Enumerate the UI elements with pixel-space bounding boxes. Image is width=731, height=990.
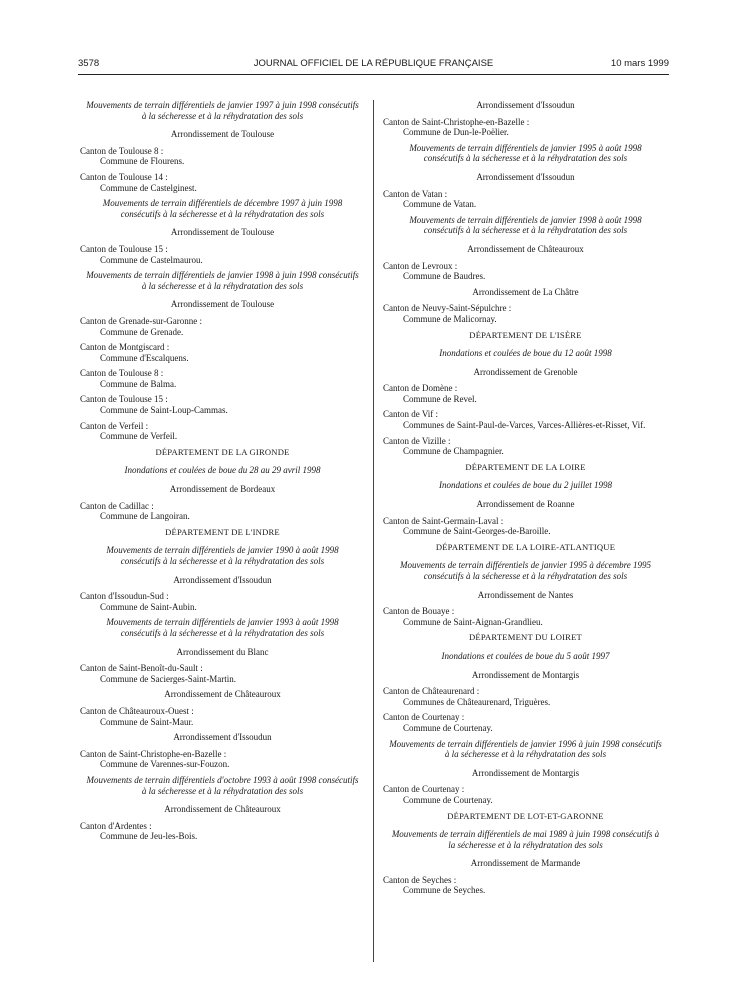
canton-entry (383, 606, 668, 627)
canton-entry (80, 501, 365, 522)
canton-name: Canton de Verfeil : (80, 420, 149, 431)
event-subject: Mouvements de terrain différentiels de janvier 1998 à août 1998 consécutifs à la sécheresse et à la réhydratation des sols (409, 214, 642, 236)
event-subject: Mouvements de terrain différentiels de janvier 1995 à août 1998 consécutifs à la sécheresse et à la réhydratation des sols (409, 142, 642, 164)
canton-name: Canton de Levroux : (383, 260, 458, 271)
canton-entry (80, 316, 365, 337)
commune-list: Commune de Baudres. (403, 271, 486, 282)
canton-entry (383, 303, 668, 324)
arrondissement-heading: Arrondissement de Nantes (477, 589, 574, 600)
arrondissement-heading: Arrondissement de Châteauroux (164, 804, 281, 815)
canton-name: Canton de Courtenay : (383, 784, 465, 795)
commune-list: Commune de Balma. (100, 378, 177, 389)
event-subject: Inondations et coulées de boue du 28 au 29 avril 1998 (124, 465, 321, 476)
commune-list: Commune de Castelginest. (100, 182, 197, 193)
canton-entry (80, 706, 365, 727)
journal-title: JOURNAL OFFICIEL DE LA RÉPUBLIQUE FRANÇAISE (253, 58, 494, 69)
canton-name: Canton de Vizille : (383, 435, 451, 446)
canton-name: Canton de Cadillac : (80, 500, 154, 511)
canton-entry (383, 383, 668, 404)
canton-entry (383, 409, 668, 430)
commune-list: Commune de Verfeil. (100, 431, 178, 442)
departement-heading: DÉPARTEMENT DE LA LOIRE (465, 461, 586, 472)
commune-list: Commune de Saint-Maur. (100, 716, 194, 727)
event-subject: Mouvements de terrain différentiels de janvier 1990 à août 1998 consécutifs à la sécheresse et à la réhydratation des sols (106, 545, 339, 566)
arrondissement-heading: Arrondissement de Toulouse (170, 299, 275, 310)
arrondissement-heading: Arrondissement de Bordeaux (169, 484, 276, 495)
commune-list: Commune de Saint-Aubin. (100, 601, 197, 612)
canton-entry (80, 172, 365, 193)
commune-list: Commune d'Escalquens. (100, 352, 189, 363)
canton-entry (383, 189, 668, 210)
commune-list: Commune de Dun-le-Poëlier. (403, 127, 509, 138)
canton-name: Canton de Saint-Christophe-en-Bazelle : (80, 748, 227, 759)
canton-entry (383, 117, 668, 138)
commune-list: Commune de Castelmaurou. (100, 254, 203, 265)
canton-entry (383, 686, 668, 707)
arrondissement-heading: Arrondissement de Châteauroux (467, 243, 584, 254)
commune-list: Commune de Courtenay. (403, 722, 493, 733)
page-number: 3578 (78, 58, 100, 69)
departement-heading: DÉPARTEMENT DE LOT-ET-GARONNE (447, 810, 604, 821)
canton-name: Canton de Montgiscard : (80, 342, 170, 353)
canton-name: Canton de Saint-Germain-Laval : (383, 515, 504, 526)
canton-entry (80, 244, 365, 265)
commune-list: Commune de Malicornay. (403, 313, 497, 324)
commune-list: Commune de Seyches. (403, 885, 486, 896)
commune-list: Commune de Revel. (403, 393, 477, 404)
commune-list: Commune de Langoiran. (100, 511, 190, 522)
canton-entry (80, 591, 365, 612)
canton-name: Canton de Saint-Christophe-en-Bazelle : (383, 116, 530, 127)
canton-entry (80, 368, 365, 389)
canton-name: Canton de Seyches : (383, 874, 457, 885)
arrondissement-heading: Arrondissement de Montargis (471, 767, 580, 778)
event-subject: Inondations et coulées de boue du 12 août 1998 (439, 348, 612, 359)
canton-entry (80, 394, 365, 415)
page-header (78, 58, 669, 72)
canton-name: Canton de Domène : (383, 383, 458, 394)
commune-list: Communes de Châteaurenard, Triguères. (403, 696, 551, 707)
canton-entry (80, 146, 365, 167)
canton-entry (383, 712, 668, 733)
commune-list: Commune de Sacierges-Saint-Martin. (100, 673, 237, 684)
arrondissement-heading: Arrondissement du Blanc (176, 646, 269, 657)
commune-list: Communes de Saint-Paul-de-Varces, Varces-Allières-et-Risset, Vif. (403, 420, 646, 431)
arrondissement-heading: Arrondissement de Montargis (471, 669, 580, 680)
canton-name: Canton d'Ardentes : (80, 820, 152, 831)
arrondissement-heading: Arrondissement de Toulouse (170, 227, 275, 238)
commune-list: Commune de Saint-Loup-Cammas. (100, 405, 228, 416)
canton-name: Canton de Toulouse 15 : (80, 243, 168, 254)
canton-name: Canton d'Issoudun-Sud : (80, 591, 169, 602)
right-column (383, 100, 668, 901)
canton-name: Canton de Toulouse 8 : (80, 368, 164, 379)
commune-list: Commune de Grenade. (100, 326, 184, 337)
departement-heading: DÉPARTEMENT DE LA LOIRE-ATLANTIQUE (435, 541, 616, 552)
canton-name: Canton de Toulouse 8 : (80, 145, 164, 156)
arrondissement-heading: Arrondissement de La Châtre (472, 286, 579, 297)
canton-name: Canton de Bouaye : (383, 606, 455, 617)
canton-entry (80, 749, 365, 770)
departement-heading: DÉPARTEMENT DE L'INDRE (165, 526, 280, 537)
canton-name: Canton de Courtenay : (383, 712, 465, 723)
canton-entry (80, 663, 365, 684)
issue-date: 10 mars 1999 (610, 58, 669, 69)
canton-entry (383, 875, 668, 896)
departement-heading: DÉPARTEMENT DU LOIRET (468, 632, 582, 643)
canton-name: Canton de Grenade-sur-Garonne : (80, 315, 203, 326)
canton-entry (383, 516, 668, 537)
event-subject: Mouvements de terrain différentiels de janvier 1996 à juin 1998 consécutifs à la sécheresse et à la réhydratation des sols (389, 738, 662, 760)
arrondissement-heading: Arrondissement d'Issoudun (173, 732, 272, 743)
arrondissement-heading: Arrondissement d'Issoudun (173, 574, 272, 585)
departement-heading: DÉPARTEMENT DE LA GIRONDE (155, 446, 290, 457)
header-rule (78, 74, 669, 75)
event-subject: Inondations et coulées de boue du 2 juillet 1998 (439, 480, 612, 491)
commune-list: Commune de Saint-Georges-de-Baroille. (403, 526, 551, 537)
canton-entry (80, 821, 365, 842)
canton-name: Canton de Saint-Benoît-du-Sault : (80, 663, 203, 674)
canton-name: Canton de Châteauroux-Ouest : (80, 705, 194, 716)
event-subject: Mouvements de terrain différentiels d'octobre 1993 à août 1998 consécutifs à la sécheresse et à la réhydratation des sols (86, 774, 359, 796)
canton-entry (383, 261, 668, 282)
canton-name: Canton de Châteaurenard : (383, 686, 480, 697)
event-subject: Mouvements de terrain différentiels de janvier 1998 à juin 1998 consécutifs à la sécheresse et à la réhydratation des sols (86, 270, 359, 291)
commune-list: Commune de Varennes-sur-Fouzon. (100, 759, 230, 770)
event-subject: Mouvements de terrain différentiels de janvier 1995 à décembre 1995 consécutifs à la sécheresse et à la réhydratation des sols (399, 560, 652, 581)
event-subject: Mouvements de terrain différentiels de décembre 1997 à juin 1998 consécutifs à la sécheresse et à la réhydratation des sols (102, 198, 343, 219)
column-divider (373, 100, 374, 962)
left-column (80, 100, 365, 847)
arrondissement-heading: Arrondissement d'Issoudun (476, 171, 575, 182)
canton-name: Canton de Vatan : (383, 188, 448, 199)
arrondissement-heading: Arrondissement de Châteauroux (164, 689, 281, 700)
canton-name: Canton de Toulouse 14 : (80, 171, 168, 182)
arrondissement-heading: Arrondissement de Roanne (476, 499, 575, 510)
canton-entry (383, 784, 668, 805)
canton-name: Canton de Neuvy-Saint-Sépulchre : (383, 303, 512, 314)
event-subject: Mouvements de terrain différentiels de janvier 1997 à juin 1998 consécutifs à la sécheresse et à la réhydratation des sols (86, 100, 359, 121)
commune-list: Commune de Vatan. (403, 199, 477, 210)
arrondissement-heading: Arrondissement de Toulouse (170, 129, 275, 140)
canton-entry (80, 342, 365, 363)
commune-list: Commune de Jeu-les-Bois. (100, 831, 198, 842)
canton-name: Canton de Toulouse 15 : (80, 394, 168, 405)
arrondissement-heading: Arrondissement d'Issoudun (476, 100, 575, 110)
canton-name: Canton de Vif : (383, 409, 439, 420)
arrondissement-heading: Arrondissement de Grenoble (473, 366, 578, 377)
commune-list: Commune de Courtenay. (403, 794, 493, 805)
event-subject: Mouvements de terrain différentiels de janvier 1993 à août 1998 consécutifs à la sécheresse et à la réhydratation des sols (106, 617, 339, 638)
canton-entry (80, 421, 365, 442)
event-subject: Inondations et coulées de boue du 5 août 1997 (441, 650, 610, 661)
canton-entry (383, 436, 668, 457)
commune-list: Commune de Flourens. (100, 156, 185, 167)
arrondissement-heading: Arrondissement de Marmande (470, 858, 581, 869)
event-subject: Mouvements de terrain différentiels de mai 1989 à juin 1998 consécutifs à la sécheresse et à la réhydratation des sols (391, 829, 660, 850)
commune-list: Commune de Saint-Aignan-Grandlieu. (403, 616, 543, 627)
commune-list: Commune de Champagnier. (403, 446, 504, 457)
departement-heading: DÉPARTEMENT DE L'ISÈRE (469, 329, 582, 340)
